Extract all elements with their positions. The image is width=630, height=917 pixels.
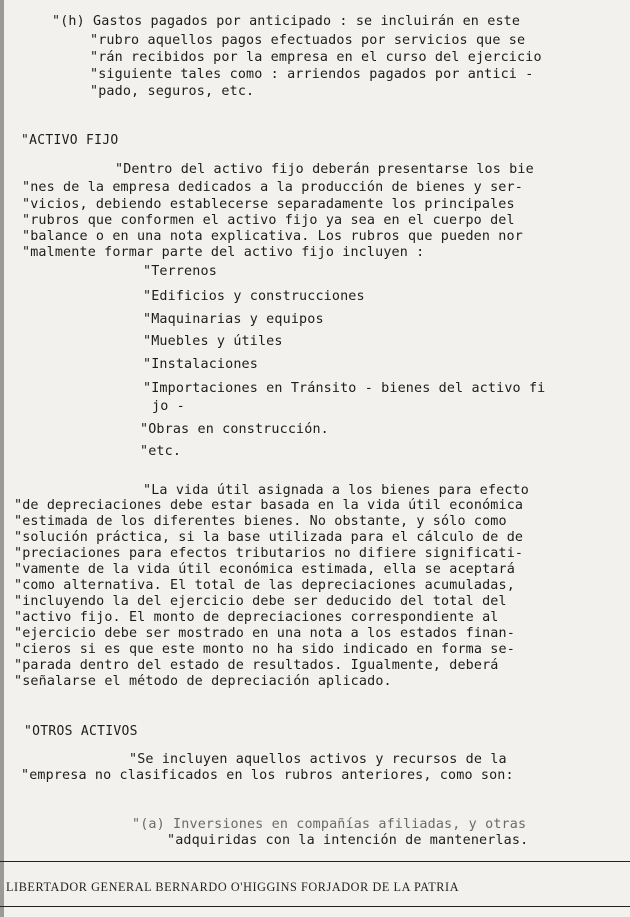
- list-item: "Terrenos: [143, 264, 217, 279]
- text-line: "vamente de la vida útil económica estimada, ella se aceptará: [14, 562, 515, 577]
- text-line: "balance o en una nota explicativa. Los rubros que pueden nor: [22, 229, 523, 244]
- text-line: "parada dentro del estado de resultados. Igualmente, deberá: [14, 658, 499, 673]
- text-line: "siguiente tales como : arriendos pagados por antici -: [90, 67, 534, 82]
- footer-rule: [0, 861, 630, 862]
- text-line: "preciaciones para efectos tributarios no difiere significati-: [14, 546, 524, 561]
- text-line: "Se incluyen aquellos activos y recursos de la: [129, 752, 507, 767]
- text-line: "(h) Gastos pagados por anticipado : se incluirán en este: [52, 14, 521, 29]
- list-item: "Importaciones en Tránsito - bienes del activo fi: [143, 381, 546, 396]
- text-line: "empresa no clasificados en los rubros anteriores, como son:: [21, 768, 514, 783]
- text-line: "estimada de los diferentes bienes. No obstante, y sólo como: [14, 514, 507, 529]
- text-line: "solución práctica, si la base utilizada para el cálculo de de: [14, 530, 524, 545]
- text-line: "de depreciaciones debe estar basada en la vida útil económica: [14, 498, 524, 513]
- text-line: "vicios, debiendo establecerse separadamente los principales: [22, 197, 515, 212]
- text-line: "activo fijo. El monto de depreciaciones correspondiente al: [14, 610, 499, 625]
- text-line: "incluyendo la del ejercicio debe ser deducido del total del: [14, 594, 507, 609]
- heading-activo-fijo: "ACTIVO FIJO: [21, 133, 119, 148]
- text-line: "como alternativa. El total de las depreciaciones acumuladas,: [14, 578, 515, 593]
- text-line: "(a) Inversiones en compañías afiliadas, y otras: [132, 817, 527, 832]
- text-line: "malmente formar parte del activo fijo incluyen :: [22, 245, 425, 260]
- text-line: "rubro aquellos pagos efectuados por servicios que se: [90, 33, 526, 48]
- text-line: "La vida útil asignada a los bienes para efecto: [143, 483, 529, 498]
- list-item: "Muebles y útiles: [143, 334, 283, 349]
- text-line: "rán recibidos por la empresa en el curso del ejercicio: [90, 50, 542, 65]
- list-item: "etc.: [140, 444, 182, 459]
- footer-bottom-rule: [0, 906, 630, 907]
- text-line: "nes de la empresa dedicados a la producción de bienes y ser-: [22, 180, 523, 195]
- heading-otros-activos: "OTROS ACTIVOS: [24, 724, 138, 739]
- text-line: "Dentro del activo fijo deberán presentarse los bie: [115, 162, 534, 177]
- text-line: "cieros si es que este monto no ha sido indicado en forma se-: [14, 642, 515, 657]
- text-line: "señalarse el método de depreciación aplicado.: [14, 674, 392, 689]
- text-line: "ejercicio debe ser mostrado en una nota a los estados finan-: [14, 626, 515, 641]
- page-edge-shadow: [0, 0, 4, 917]
- list-item: "Instalaciones: [143, 357, 258, 372]
- list-item-continuation: jo -: [152, 399, 185, 414]
- list-item: "Maquinarias y equipos: [143, 312, 324, 327]
- text-line: "pado, seguros, etc.: [90, 84, 255, 99]
- list-item: "Edificios y construcciones: [143, 289, 365, 304]
- footer-motto: LIBERTADOR GENERAL BERNARDO O'HIGGINS FORJADOR DE LA PATRIA: [6, 880, 460, 894]
- list-item: "Obras en construcción.: [140, 422, 329, 437]
- text-line: "adquiridas con la intención de mantenerlas.: [167, 833, 529, 848]
- text-line: "rubros que conformen el activo fijo ya sea en el cuerpo del: [22, 213, 515, 228]
